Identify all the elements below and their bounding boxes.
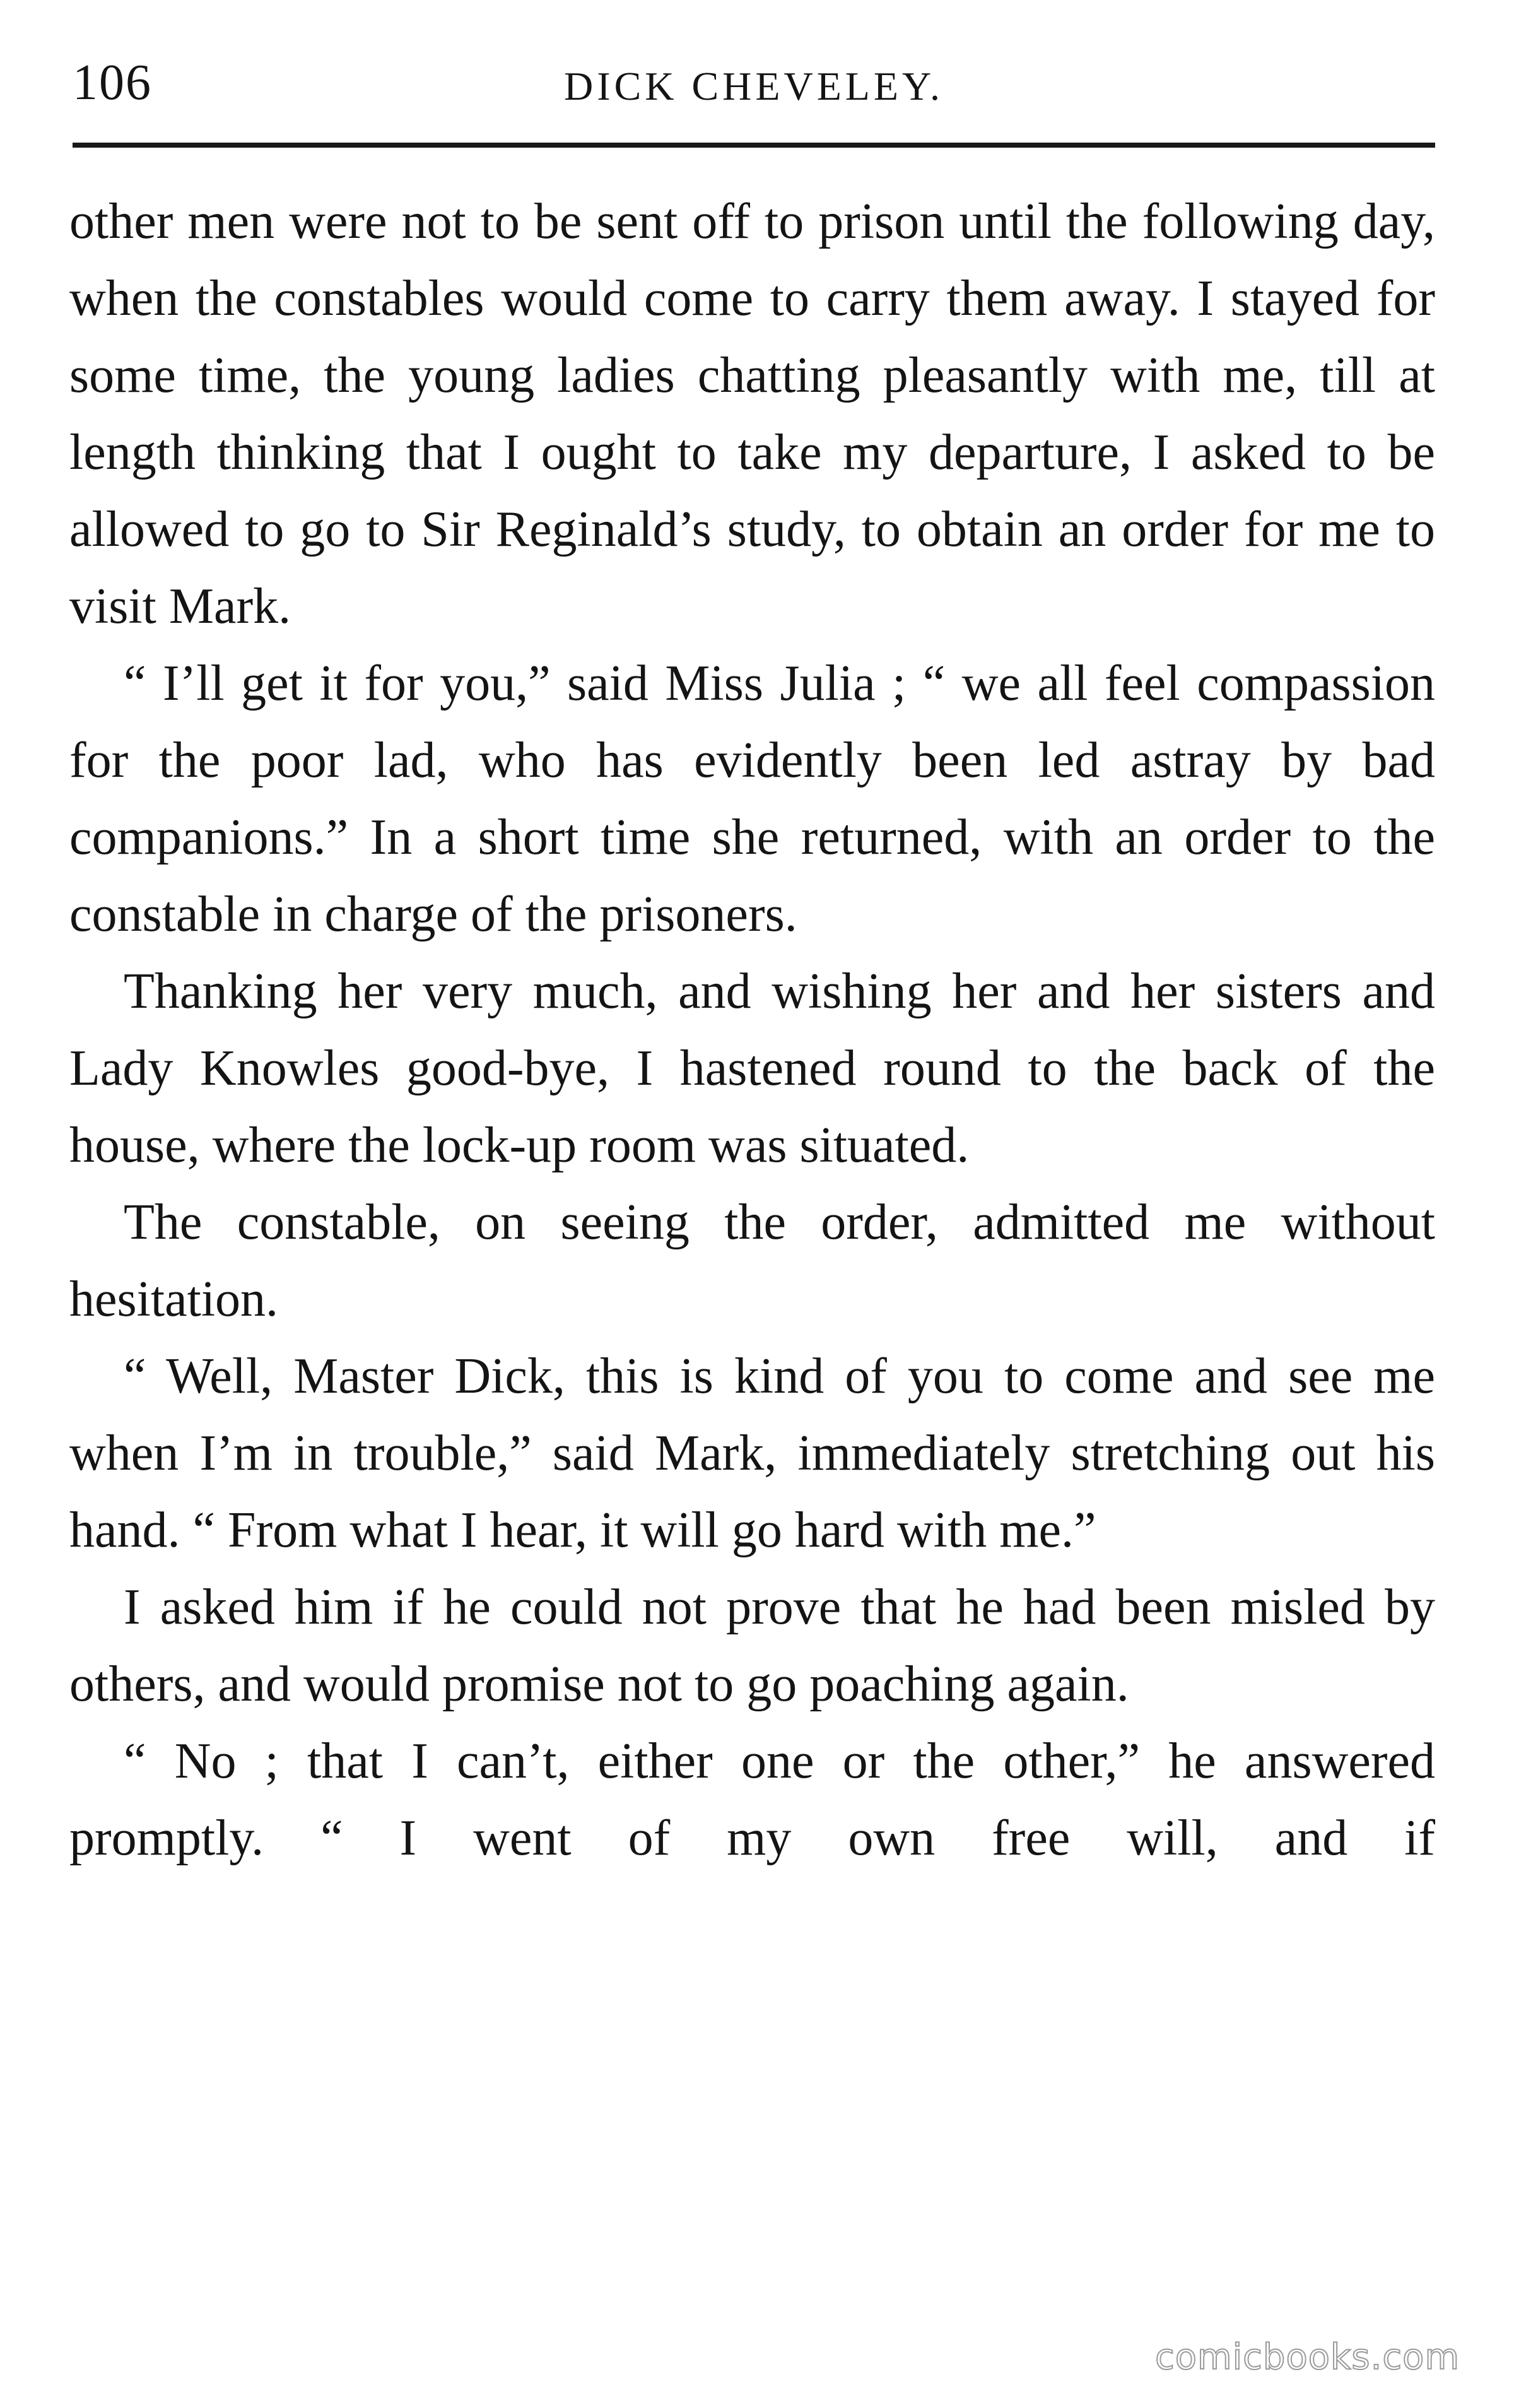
- page-number: 106: [73, 55, 152, 110]
- paragraph: Thanking her very much, and wishing her and her sisters and Lady Knowles good-bye, I hastened round to the back of the house, where the lock-up room was situated.: [69, 964, 1435, 1173]
- paragraph: The constable, on seeing the order, admitted me without hesitation.: [69, 1195, 1435, 1327]
- paragraph: I asked him if he could not prove that he had been misled by others, and would promise not to go poaching again.: [69, 1579, 1435, 1712]
- paragraph: other men were not to be sent off to prison until the following day, when the constables would come to carry them away. I stayed for some time, the young ladies chatting pleasantly with me, till at length thinking that I ought to take my departure, I asked to be allowed to go to Sir Reginald’s study, to obtain an order for me to visit Mark.: [69, 194, 1435, 634]
- watermark: comicbooks.com: [1154, 2337, 1460, 2378]
- paragraph: “ I’ll get it for you,” said Miss Julia ; “ we all feel compassion for the poor lad, who has evidently been led astray by bad companions.” In a short time she returned, with an order to the constable in charge of the prisoners.: [69, 656, 1435, 942]
- paragraph: “ Well, Master Dick, this is kind of you to come and see me when I’m in trouble,” said Mark, immediately stretching out his hand. “ From what I hear, it will go hard with me.”: [69, 1349, 1435, 1558]
- page-header: [73, 49, 1435, 119]
- paragraph: “ No ; that I can’t, either one or the other,” he answered promptly. “ I went of my own free will, and if: [69, 1733, 1435, 1866]
- running-head: DICK CHEVELEY.: [564, 64, 944, 109]
- body-text: [69, 183, 1435, 1877]
- header-rule: [73, 143, 1435, 148]
